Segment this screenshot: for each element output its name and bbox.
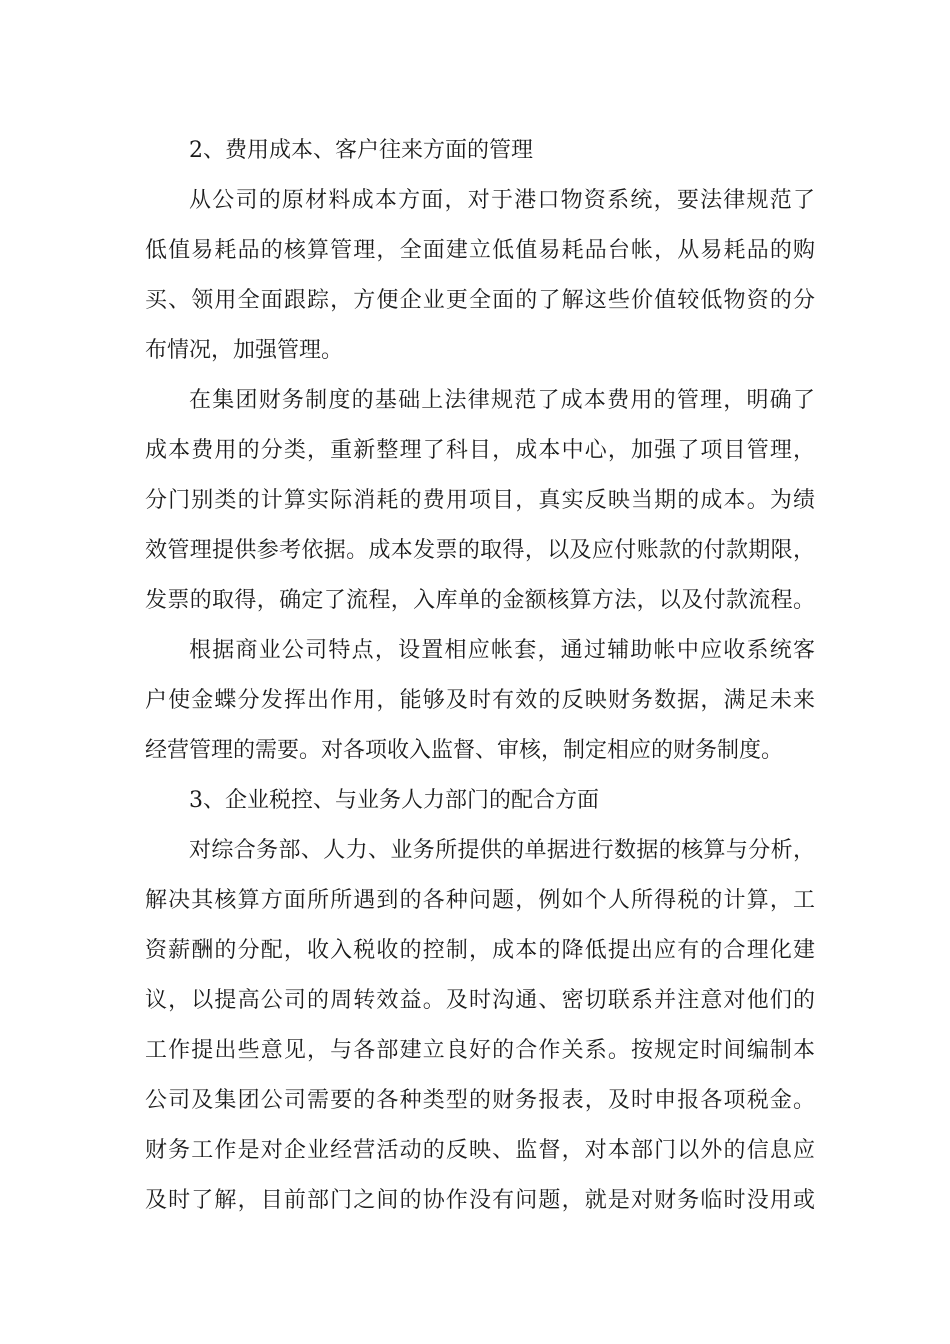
section-heading-cost-management: 2、费用成本、客户往来方面的管理	[189, 138, 533, 163]
paragraph-line: 解决其核算方面所所遇到的各种问题，例如个人所得税的计算，工	[145, 888, 815, 913]
paragraph-line: 根据商业公司特点，设置相应帐套，通过辅助帐中应收系统客	[189, 638, 815, 663]
paragraph-line: 对综合务部、人力、业务所提供的单据进行数据的核算与分析，	[189, 838, 815, 863]
paragraph-line: 户使金蝶分发挥出作用，能够及时有效的反映财务数据，满足未来	[145, 688, 815, 713]
paragraph-line: 低值易耗品的核算管理，全面建立低值易耗品台帐，从易耗品的购	[145, 238, 815, 263]
paragraph-line: 及时了解，目前部门之间的协作没有问题，就是对财务临时没用或	[145, 1188, 815, 1213]
paragraph-line: 在集团财务制度的基础上法律规范了成本费用的管理，明确了	[189, 388, 815, 413]
paragraph-line: 公司及集团公司需要的各种类型的财务报表，及时申报各项税金。	[145, 1088, 815, 1113]
paragraph-line: 从公司的原材料成本方面，对于港口物资系统，要法律规范了	[189, 188, 815, 213]
section-heading-tax-control: 3、企业税控、与业务人力部门的配合方面	[189, 788, 599, 813]
paragraph-line: 买、领用全面跟踪，方便企业更全面的了解这些价值较低物资的分	[145, 288, 815, 313]
paragraph-line: 效管理提供参考依据。成本发票的取得，以及应付账款的付款期限，	[145, 538, 815, 563]
paragraph-line: 分门别类的计算实际消耗的费用项目，真实反映当期的成本。为绩	[145, 488, 815, 513]
paragraph-line: 布情况，加强管理。	[145, 338, 344, 363]
paragraph-line: 财务工作是对企业经营活动的反映、监督，对本部门以外的信息应	[145, 1138, 815, 1163]
paragraph-line: 议，以提高公司的周转效益。及时沟通、密切联系并注意对他们的	[145, 988, 815, 1013]
paragraph-line: 发票的取得，确定了流程，入库单的金额核算方法，以及付款流程。	[145, 588, 815, 613]
paragraph-line: 经营管理的需要。对各项收入监督、审核，制定相应的财务制度。	[145, 738, 784, 763]
paragraph-line: 工作提出些意见，与各部建立良好的合作关系。按规定时间编制本	[145, 1038, 815, 1063]
document-body	[145, 126, 815, 1226]
paragraph-line: 成本费用的分类，重新整理了科目，成本中心，加强了项目管理，	[145, 438, 815, 463]
paragraph-line: 资薪酬的分配，收入税收的控制，成本的降低提出应有的合理化建	[145, 938, 815, 963]
